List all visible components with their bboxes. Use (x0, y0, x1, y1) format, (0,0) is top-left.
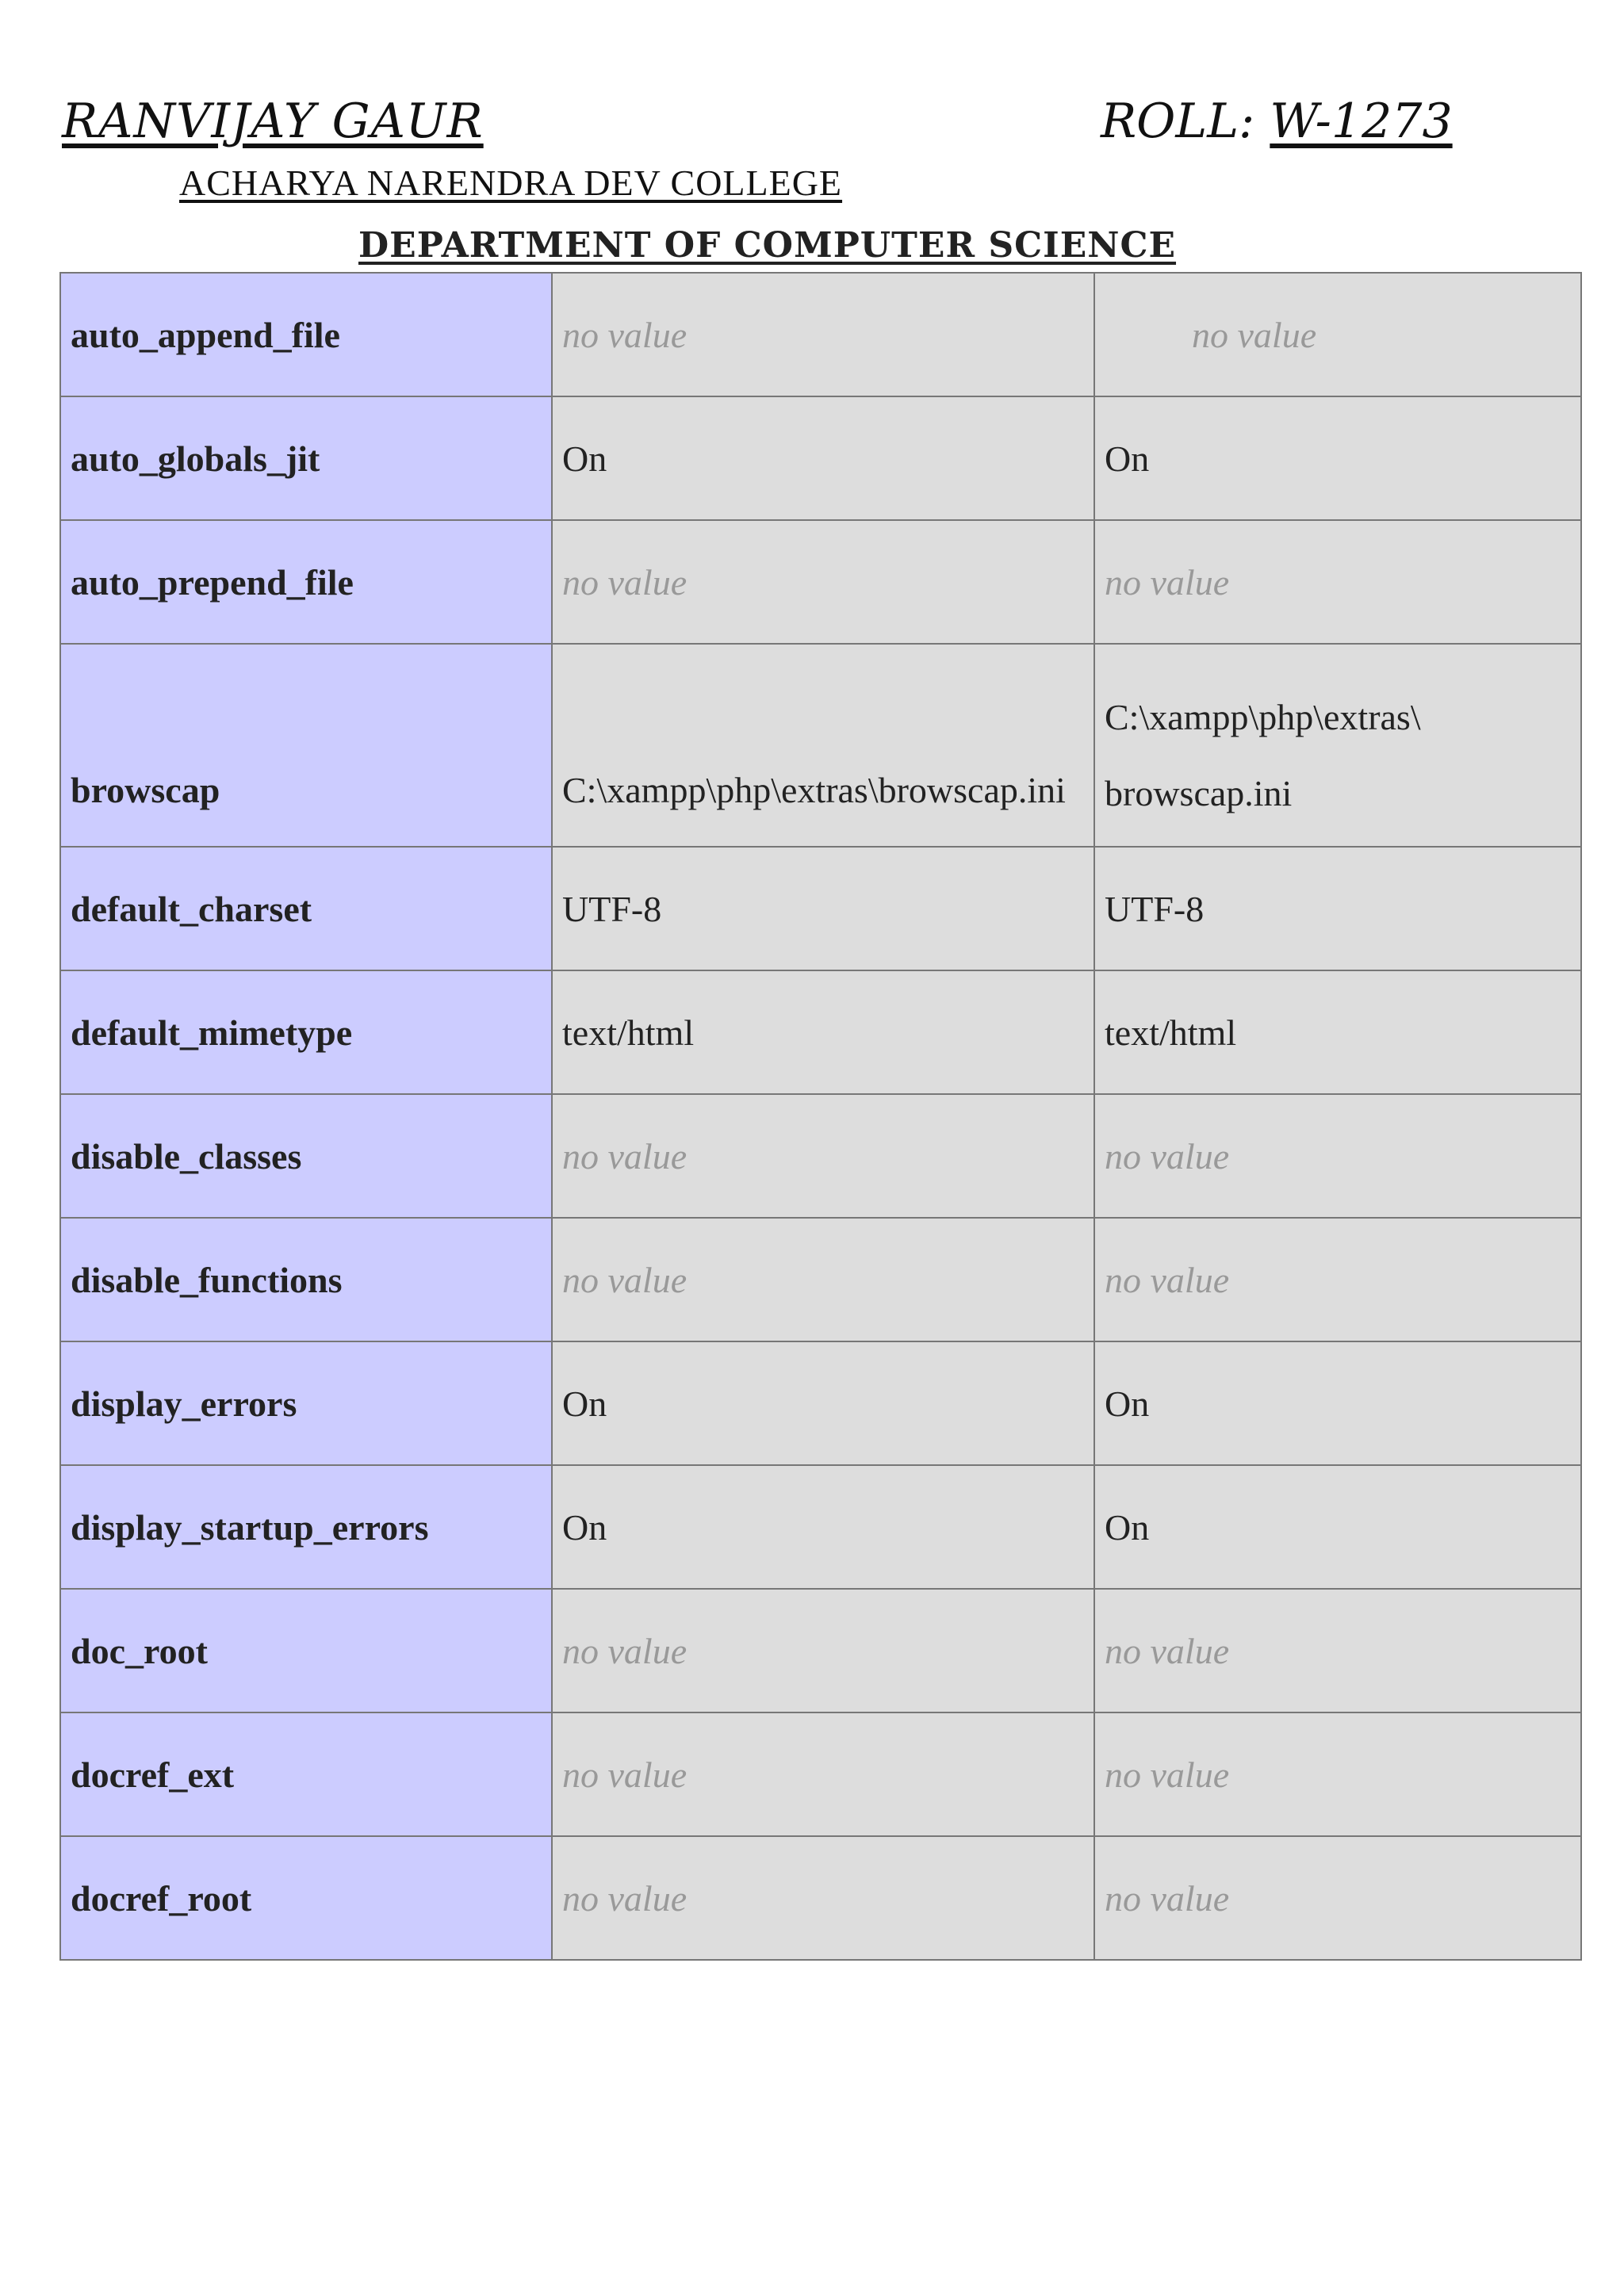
directive-name: default_mimetype (60, 970, 552, 1094)
directive-name: auto_prepend_file (60, 520, 552, 644)
master-value: no value (1094, 1712, 1581, 1836)
table-row (60, 970, 1581, 1094)
master-value: no value (1094, 1589, 1581, 1712)
master-value: no value (1094, 520, 1581, 644)
table-row (60, 1218, 1581, 1341)
table-row (60, 1589, 1581, 1712)
table-row (60, 396, 1581, 520)
local-value: no value (552, 520, 1094, 644)
local-value: text/html (552, 970, 1094, 1094)
local-value: On (552, 396, 1094, 520)
directive-name: disable_functions (60, 1218, 552, 1341)
local-value: no value (552, 1589, 1094, 1712)
directive-name: doc_root (60, 1589, 552, 1712)
master-value: C:\xampp\php\extras\ browscap.ini (1094, 644, 1581, 847)
directive-name: auto_globals_jit (60, 396, 552, 520)
master-value: UTF-8 (1094, 847, 1581, 970)
department-name: DEPARTMENT OF COMPUTER SCIENCE (358, 225, 1177, 266)
table-row (60, 273, 1581, 396)
master-value: no value (1094, 1094, 1581, 1218)
directive-name: docref_ext (60, 1712, 552, 1836)
directive-name: display_startup_errors (60, 1465, 552, 1589)
table-row (60, 847, 1581, 970)
local-value: no value (552, 1836, 1094, 1960)
directive-name: browscap (60, 644, 552, 847)
directive-name: auto_append_file (60, 273, 552, 396)
directive-name: default_charset (60, 847, 552, 970)
master-value: On (1094, 1465, 1581, 1589)
local-value: no value (552, 1712, 1094, 1836)
master-value: no value (1094, 273, 1581, 396)
local-value: C:\xampp\php\extras\browscap.ini (552, 644, 1094, 847)
table-row (60, 644, 1581, 847)
master-value: On (1094, 1341, 1581, 1465)
table-row (60, 1836, 1581, 1960)
local-value: no value (552, 273, 1094, 396)
directive-name: display_errors (60, 1341, 552, 1465)
roll-number (1101, 94, 1453, 149)
local-value: On (552, 1341, 1094, 1465)
roll-label: ROLL: (1101, 94, 1270, 149)
roll-value: W-1273 (1270, 94, 1453, 149)
college-name: ACHARYA NARENDRA DEV COLLEGE (179, 163, 843, 203)
table-row (60, 1712, 1581, 1836)
table-row (60, 1094, 1581, 1218)
local-value: no value (552, 1218, 1094, 1341)
directive-name: disable_classes (60, 1094, 552, 1218)
master-value: no value (1094, 1836, 1581, 1960)
local-value: UTF-8 (552, 847, 1094, 970)
table-row (60, 1341, 1581, 1465)
master-value: text/html (1094, 970, 1581, 1094)
local-value: On (552, 1465, 1094, 1589)
table-row (60, 1465, 1581, 1589)
local-value: no value (552, 1094, 1094, 1218)
table-row (60, 520, 1581, 644)
student-name: RANVIJAY GAUR (62, 94, 484, 149)
directive-name: docref_root (60, 1836, 552, 1960)
php-config-table (59, 272, 1582, 1961)
master-value: no value (1094, 1218, 1581, 1341)
master-value: On (1094, 396, 1581, 520)
